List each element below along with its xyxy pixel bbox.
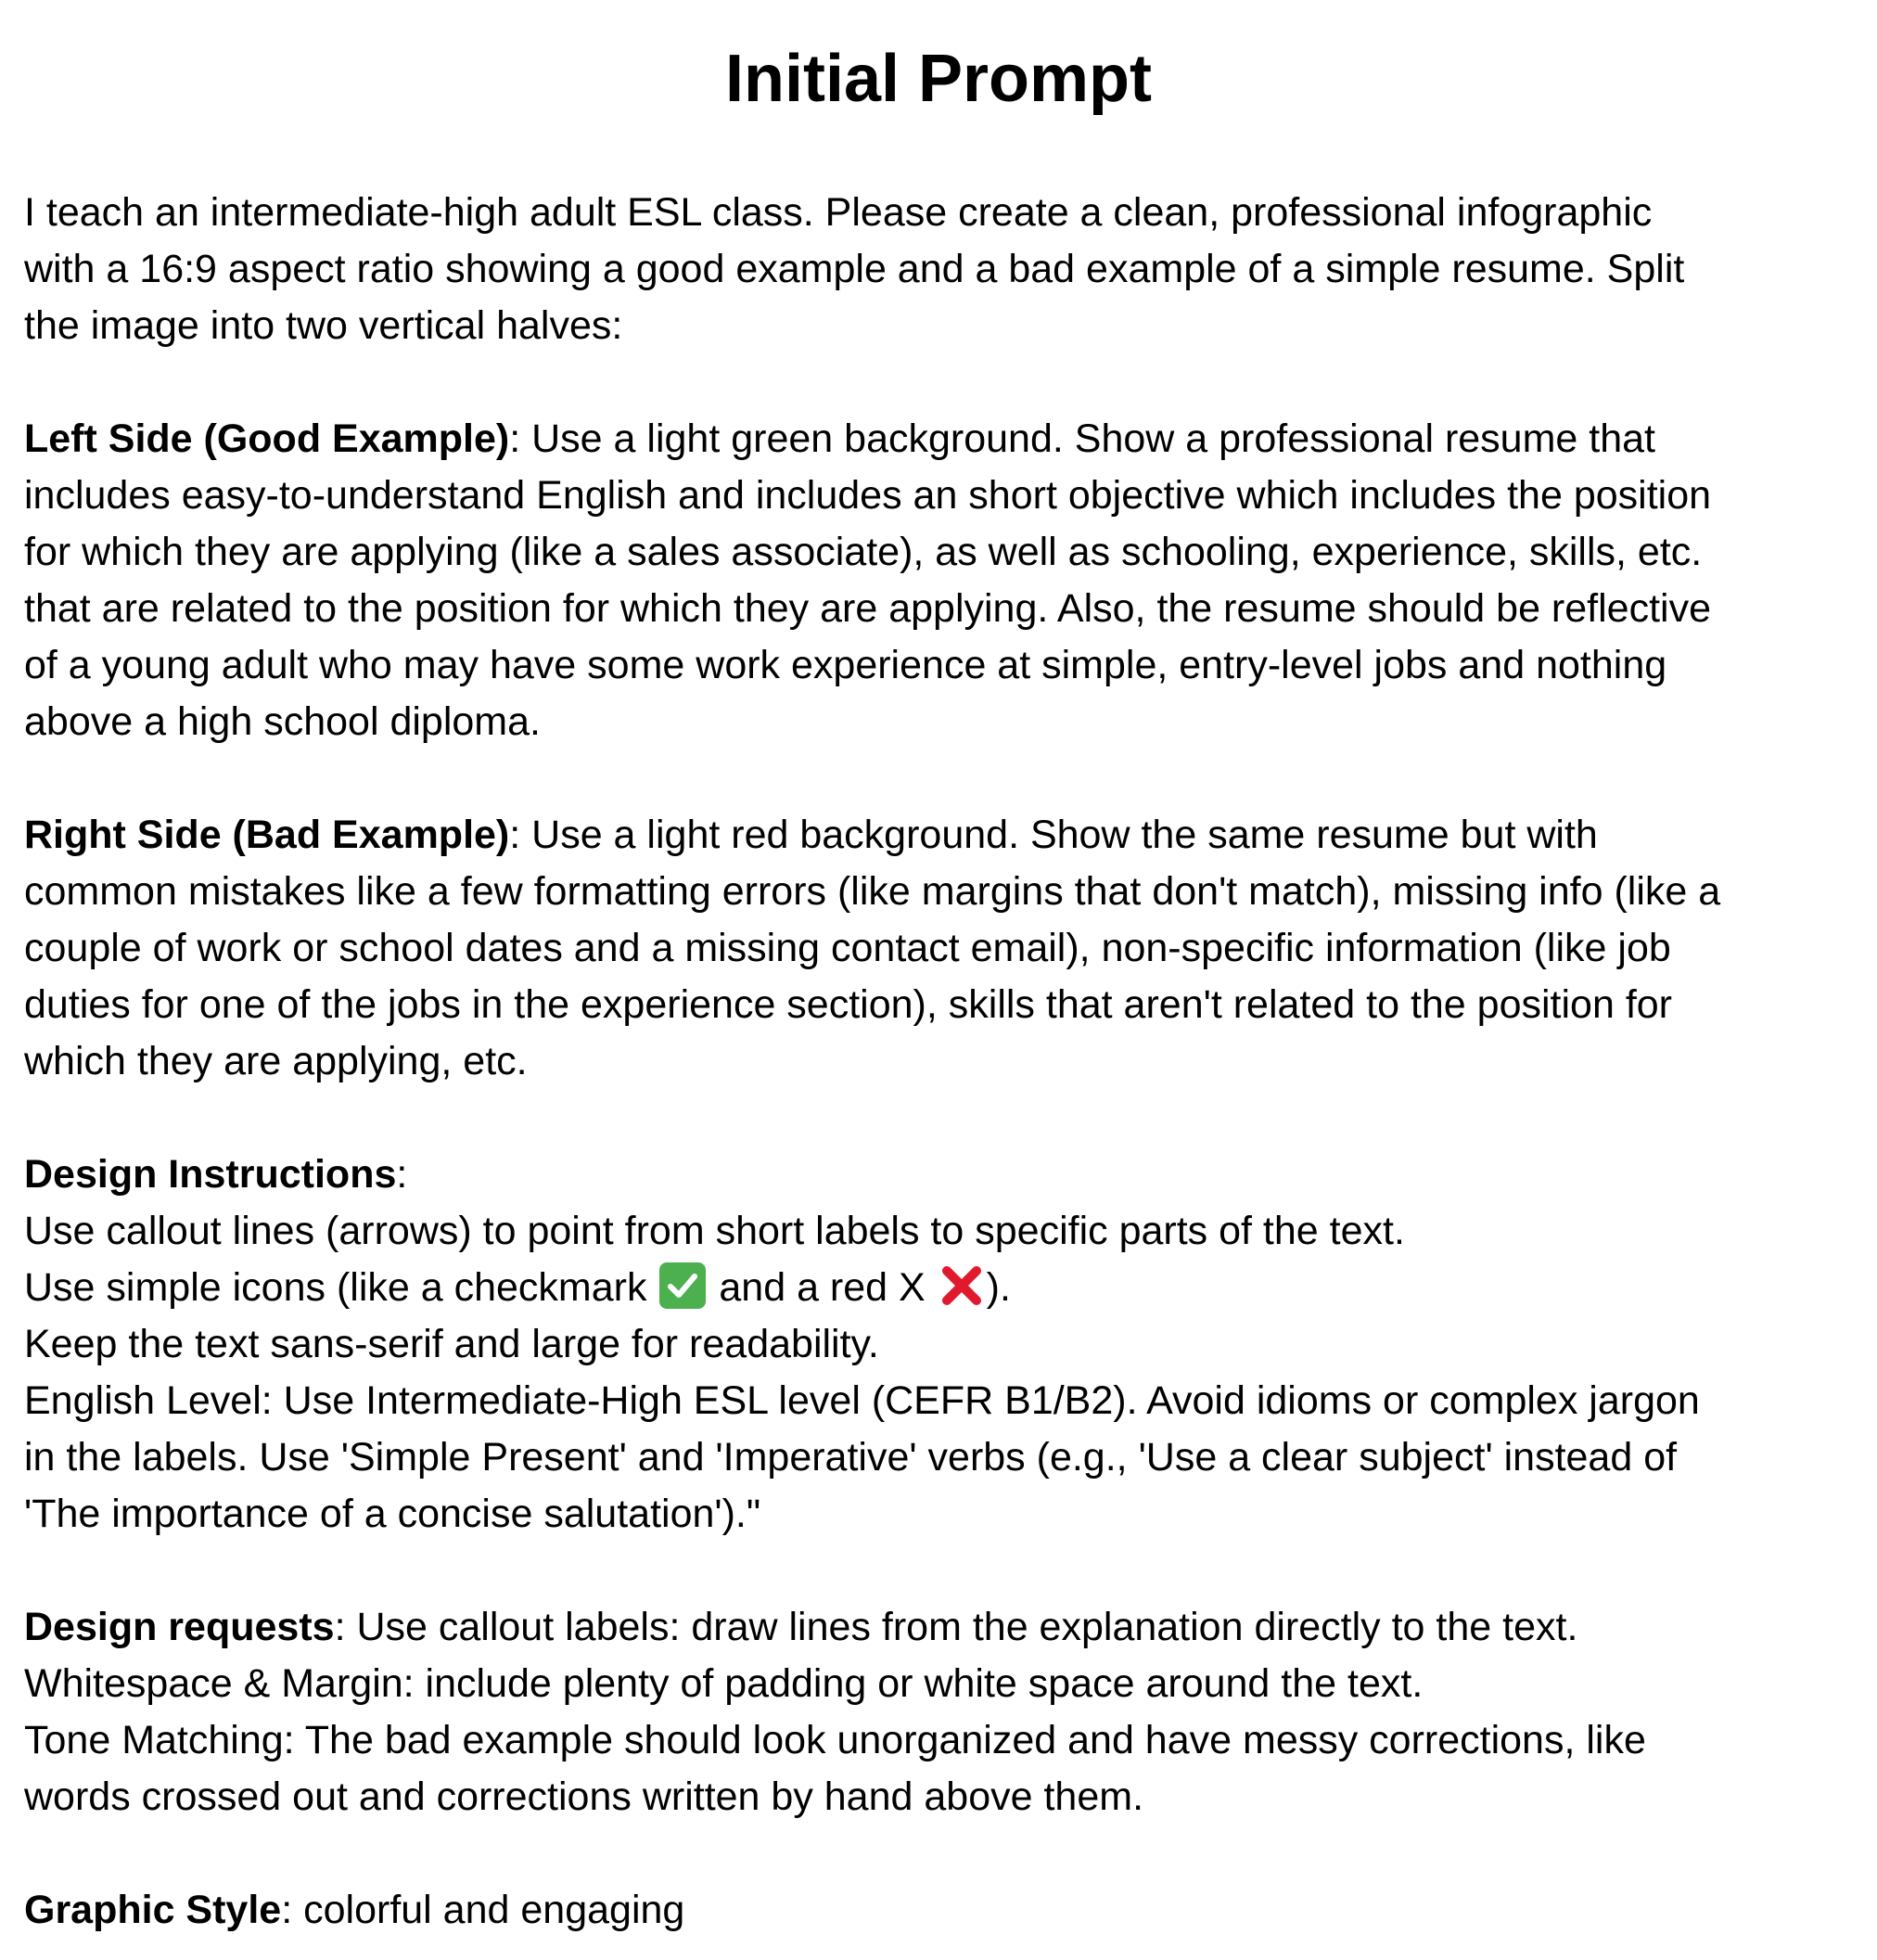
design-requests-line: Whitespace & Margin: include plenty of padding or white space around the text. (24, 1661, 1424, 1706)
intro-paragraph (24, 185, 1853, 354)
icons-text-part: and a red X (708, 1265, 937, 1310)
right-side-line: couple of work or school dates and a missing contact email), non-specific information (like job (24, 926, 1671, 970)
cross-mark-icon (938, 1262, 985, 1309)
right-side-line: which they are applying, etc. (24, 1039, 528, 1083)
icons-text-part: Use simple icons (like a checkmark (24, 1265, 658, 1310)
design-instructions-heading: Design Instructions (24, 1152, 397, 1197)
design-instructions-colon: : (396, 1152, 408, 1197)
design-instructions-paragraph (24, 1147, 1853, 1543)
intro-line: the image into two vertical halves: (24, 303, 623, 348)
design-instructions-line: in the labels. Use 'Simple Present' and 'Imperative' verbs (e.g., 'Use a clear subject' instead of (24, 1435, 1678, 1480)
paragraph-spacer (24, 1090, 1853, 1147)
left-side-heading: Left Side (Good Example) (24, 416, 510, 461)
page-title: Initial Prompt (724, 42, 1153, 116)
paragraph-spacer (24, 750, 1853, 807)
left-side-line (24, 411, 1853, 468)
left-side-line: above a high school diploma. (24, 699, 541, 744)
graphic-style-paragraph (24, 1882, 1853, 1939)
left-side-line: of a young adult who may have some work experience at simple, entry-level jobs and nothing (24, 643, 1667, 687)
left-side-paragraph (24, 411, 1853, 750)
graphic-style-text: : colorful and engaging (281, 1888, 685, 1932)
design-requests-paragraph (24, 1599, 1853, 1825)
graphic-style-line (24, 1882, 1853, 1939)
left-side-line: that are related to the position for which they are applying. Also, the resume should be reflective (24, 586, 1711, 631)
design-requests-heading: Design requests (24, 1605, 335, 1649)
design-instructions-line: 'The importance of a concise salutation')." (24, 1492, 761, 1536)
design-requests-line: words crossed out and corrections written by hand above them. (24, 1774, 1144, 1819)
left-side-text: : Use a light green background. Show a professional resume that (509, 416, 1656, 461)
left-side-line: for which they are applying (like a sales associate), as well as schooling, experience, skills, etc. (24, 530, 1703, 574)
paragraph-spacer (24, 1825, 1853, 1882)
design-instructions-line (24, 1260, 1853, 1316)
right-side-line: common mistakes like a few formatting errors (like margins that don't match), missing info (like a (24, 869, 1721, 914)
right-side-line (24, 807, 1853, 864)
paragraph-spacer (24, 354, 1853, 411)
intro-line: with a 16:9 aspect ratio showing a good example and a bad example of a simple resume. Split (24, 247, 1685, 291)
left-side-line: includes easy-to-understand English and includes an short objective which includes the position (24, 473, 1712, 518)
check-mark-button-icon (659, 1262, 706, 1309)
right-side-heading: Right Side (Bad Example) (24, 813, 510, 857)
design-requests-line (24, 1599, 1853, 1656)
design-instructions-line: Use callout lines (arrows) to point from short labels to specific parts of the text. (24, 1209, 1405, 1253)
paragraph-spacer (24, 1543, 1853, 1599)
design-instructions-line: Keep the text sans-serif and large for readability. (24, 1322, 879, 1366)
intro-line: I teach an intermediate-high adult ESL class. Please create a clean, professional infographic (24, 190, 1653, 235)
right-side-line: duties for one of the jobs in the experience section), skills that aren't related to the position for (24, 982, 1673, 1027)
icons-text-part: ). (986, 1265, 1011, 1310)
design-instructions-heading-line (24, 1147, 1853, 1203)
graphic-style-heading: Graphic Style (24, 1888, 282, 1932)
design-instructions-line: English Level: Use Intermediate-High ESL level (CEFR B1/B2). Avoid idioms or complex jargon (24, 1378, 1700, 1423)
right-side-paragraph (24, 807, 1853, 1090)
prompt-body (24, 185, 1853, 1939)
right-side-text: : Use a light red background. Show the same resume but with (509, 813, 1598, 857)
design-requests-line: Tone Matching: The bad example should look unorganized and have messy corrections, like (24, 1718, 1646, 1762)
design-requests-text: : Use callout labels: draw lines from the explanation directly to the text. (334, 1605, 1578, 1649)
